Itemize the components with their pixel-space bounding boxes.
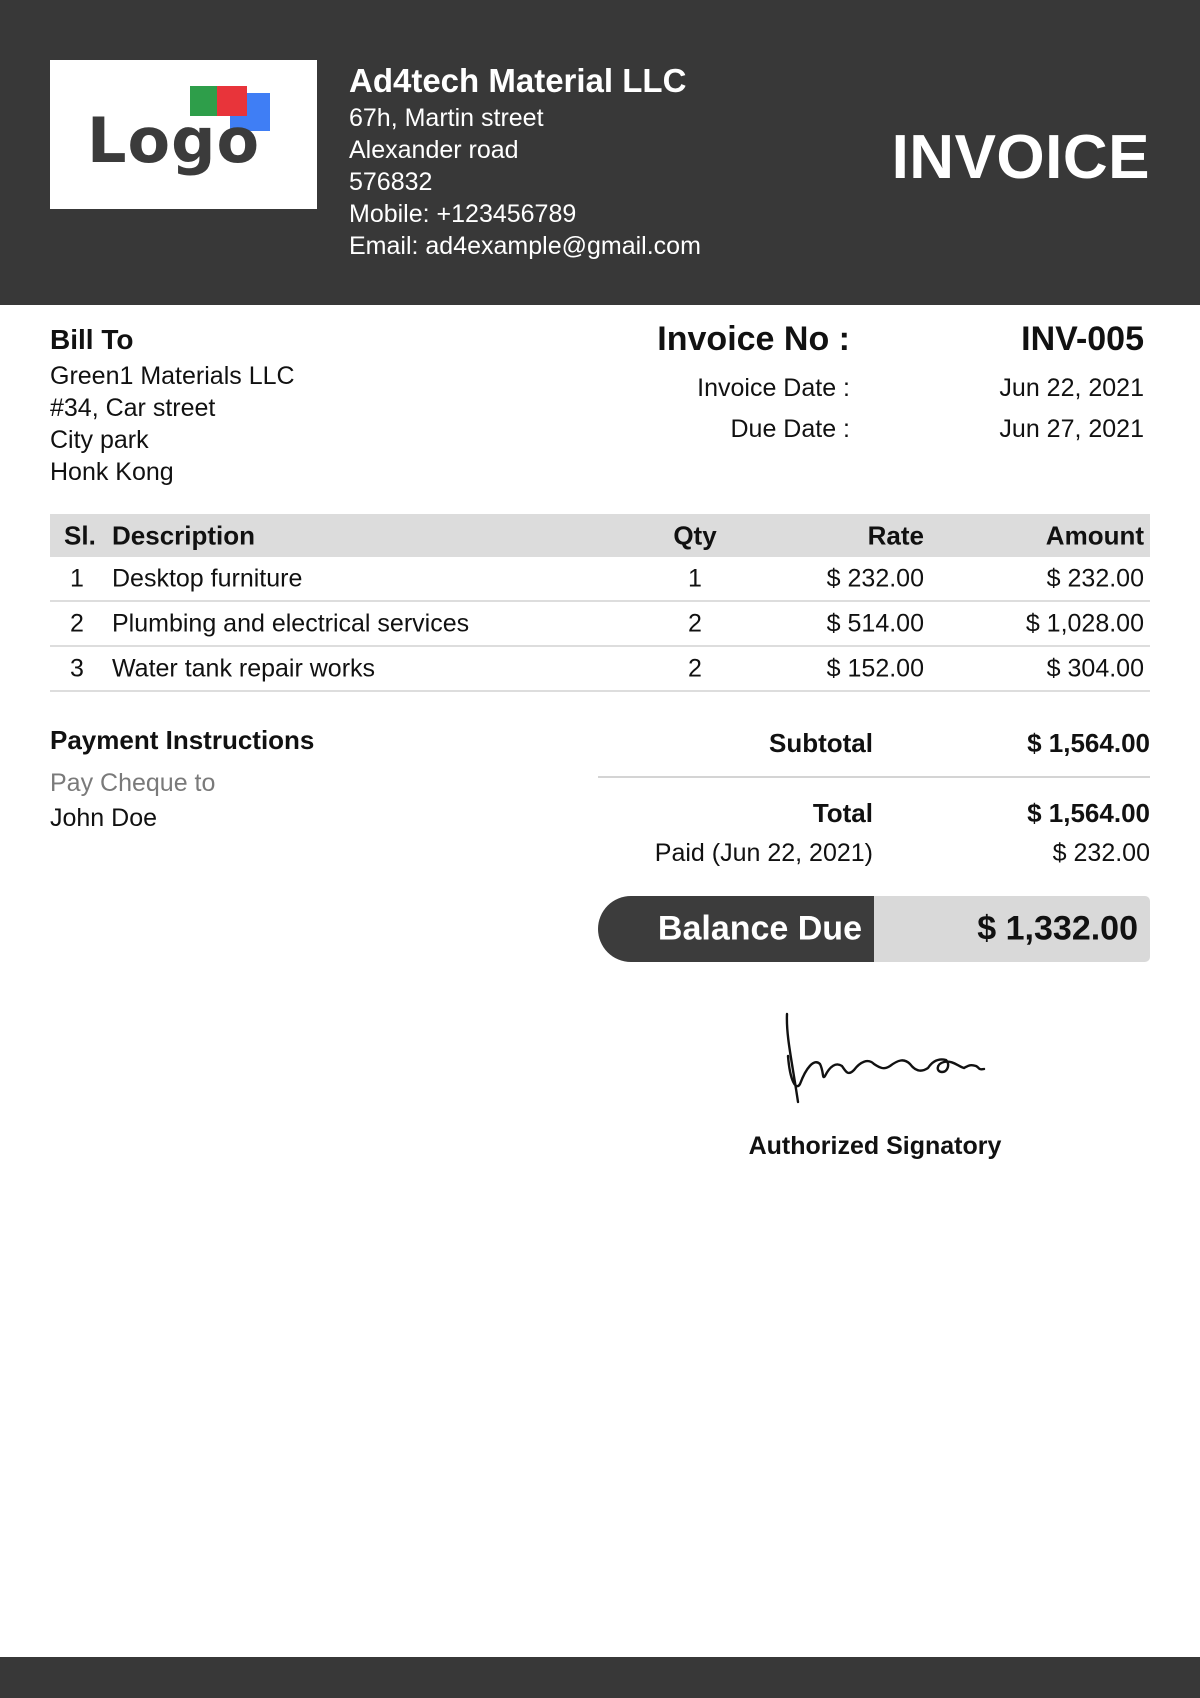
subtotal-label: Subtotal	[769, 728, 873, 758]
company-address-line: 576832	[349, 168, 433, 196]
invoice-number-row	[0, 320, 1200, 360]
balance-due-value: $ 1,332.00	[977, 909, 1138, 948]
column-header-sl: Sl.	[64, 520, 96, 550]
bill-to-heading: Bill To	[50, 324, 134, 355]
summary-divider	[598, 776, 1150, 778]
document-title: INVOICE	[891, 123, 1150, 192]
table-row	[50, 557, 1150, 602]
bill-to-line: City park	[50, 426, 149, 454]
row-description: Water tank repair works	[112, 654, 376, 682]
balance-due-bar	[598, 896, 1150, 962]
row-amount: $ 304.00	[1046, 654, 1144, 682]
bill-to-line: Green1 Materials LLC	[50, 362, 295, 390]
company-email: Email: ad4example@gmail.com	[349, 232, 701, 260]
table-row	[50, 602, 1150, 647]
subtotal-value: $ 1,564.00	[1027, 728, 1150, 758]
invoice-number-label: Invoice No :	[657, 320, 850, 358]
row-description: Desktop furniture	[112, 564, 303, 592]
row-amount: $ 232.00	[1046, 564, 1144, 592]
payment-payee: John Doe	[50, 804, 158, 832]
balance-due-label-box	[598, 896, 874, 962]
column-header-amount: Amount	[1045, 520, 1144, 550]
column-header-rate: Rate	[867, 520, 924, 550]
row-rate: $ 514.00	[826, 609, 924, 637]
bill-to-line: #34, Car street	[50, 394, 216, 422]
paid-label: Paid (Jun 22, 2021)	[654, 839, 873, 867]
paid-value: $ 232.00	[1052, 839, 1150, 867]
logo-text: Logo	[87, 104, 261, 177]
invoice-footer	[0, 1657, 1200, 1698]
due-date-value: Jun 27, 2021	[999, 415, 1144, 443]
table-row	[50, 647, 1150, 692]
subtotal-row	[598, 728, 1150, 762]
row-qty: 2	[688, 654, 702, 682]
due-date-row	[0, 415, 1200, 447]
line-items-table	[50, 514, 1150, 692]
row-sl: 3	[70, 654, 84, 682]
invoice-number-value: INV-005	[1021, 320, 1144, 358]
row-amount: $ 1,028.00	[1025, 609, 1144, 637]
row-rate: $ 232.00	[826, 564, 924, 592]
total-value: $ 1,564.00	[1027, 798, 1150, 828]
paid-row	[598, 839, 1150, 873]
table-header-row	[50, 514, 1150, 557]
invoice-date-value: Jun 22, 2021	[999, 374, 1144, 402]
payment-heading: Payment Instructions	[50, 725, 315, 755]
row-rate: $ 152.00	[826, 654, 924, 682]
company-info	[349, 60, 701, 262]
row-qty: 1	[688, 564, 702, 592]
invoice-header	[0, 0, 1200, 305]
row-sl: 2	[70, 609, 84, 637]
payment-label: Pay Cheque to	[50, 769, 216, 797]
total-row	[598, 798, 1150, 832]
company-logo	[50, 60, 317, 209]
company-name: Ad4tech Material LLC	[349, 62, 687, 99]
balance-due-value-box	[874, 896, 1150, 962]
total-label: Total	[812, 798, 873, 828]
due-date-label: Due Date :	[730, 415, 850, 443]
signature-image	[770, 1006, 1010, 1116]
balance-due-label: Balance Due	[657, 909, 862, 948]
company-address-line: 67h, Martin street	[349, 104, 544, 132]
row-qty: 2	[688, 609, 702, 637]
invoice-date-label: Invoice Date :	[697, 374, 850, 402]
company-mobile: Mobile: +123456789	[349, 200, 577, 228]
bill-to-line: Honk Kong	[50, 458, 174, 486]
row-sl: 1	[70, 564, 84, 592]
authorized-signatory-label: Authorized Signatory	[748, 1132, 1002, 1160]
column-header-description: Description	[112, 520, 256, 550]
invoice-date-row	[0, 374, 1200, 406]
column-header-qty: Qty	[673, 520, 717, 550]
company-address-line: Alexander road	[349, 136, 519, 164]
payment-instructions	[50, 722, 314, 836]
row-description: Plumbing and electrical services	[112, 609, 470, 637]
